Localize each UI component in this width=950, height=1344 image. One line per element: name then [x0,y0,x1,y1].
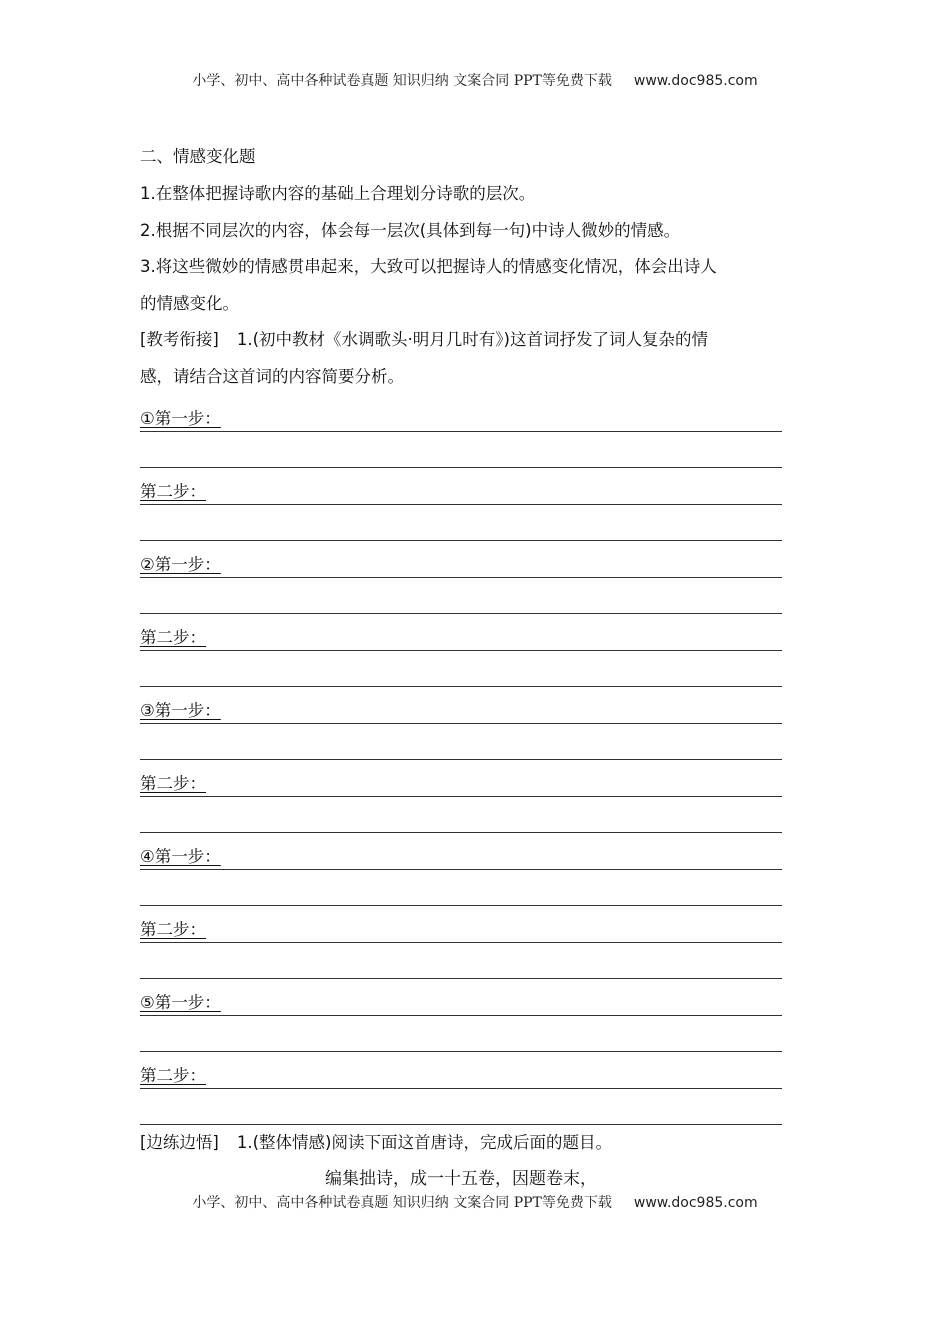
answer-label: 第二步： [140,916,206,940]
answer-label: 第二步： [140,770,206,794]
answer-label: 第二步： [140,624,206,648]
answer-2-step-2[interactable] [140,614,782,651]
answer-area [140,395,812,1125]
method-step-3: 3.将这些微妙的情感贯串起来，大致可以把握诗人的情感变化情况，体会出诗人 [140,257,717,276]
answer-4-step-1[interactable] [140,833,782,870]
page-header [0,70,950,90]
link-question-line-2: 感，请结合这首词的内容简要分析。 [140,366,404,386]
practice-text: 1.(整体情感)阅读下面这首唐诗，完成后面的题目。 [236,1133,612,1152]
answer-label: 第二步： [140,478,206,502]
answer-blank-line[interactable] [140,651,782,688]
answer-blank-line[interactable] [140,943,782,980]
header-text: 小学、初中、高中各种试卷真题 知识归纳 文案合同 PPT等免费下载 [192,73,612,89]
link-question-line-1 [140,322,812,359]
answer-label: ②第一步： [140,551,221,575]
answer-2-step-1[interactable] [140,541,782,578]
method-step-2: 2.根据不同层次的内容，体会每一层次(具体到每一句)中诗人微妙的情感。 [140,220,681,240]
answer-blank-line[interactable] [140,1089,782,1126]
answer-blank-line[interactable] [140,724,782,761]
answer-3-step-1[interactable] [140,687,782,724]
link-question-text: 1.(初中教材《水调歌头·明月几时有》)这首词抒发了词人复杂的情 [236,330,708,349]
answer-1-step-1[interactable] [140,395,782,432]
answer-label: ①第一步： [140,405,221,429]
answer-3-step-2[interactable] [140,760,782,797]
answer-5-step-1[interactable] [140,979,782,1016]
practice-tag: [边练边悟] [140,1133,219,1152]
answer-blank-line[interactable] [140,432,782,469]
main-content [140,142,812,1194]
method-step-3-cont: 的情感变化。 [140,293,239,313]
answer-5-step-2[interactable] [140,1052,782,1089]
answer-1-step-2[interactable] [140,468,782,505]
section-title: 二、情感变化题 [140,147,256,166]
answer-blank-line[interactable] [140,870,782,907]
answer-blank-line[interactable] [140,505,782,542]
practice-question [140,1125,812,1162]
answer-blank-line[interactable] [140,578,782,615]
footer-url[interactable]: www.doc985.com [633,1195,758,1211]
answer-4-step-2[interactable] [140,906,782,943]
answer-blank-line[interactable] [140,1016,782,1053]
poem-title-line: 编集拙诗，成一十五卷，因题卷末， [325,1168,597,1189]
answer-label: ③第一步： [140,697,221,721]
page-footer [0,1192,950,1212]
footer-text: 小学、初中、高中各种试卷真题 知识归纳 文案合同 PPT等免费下载 [192,1195,612,1211]
answer-label: 第二步： [140,1062,206,1086]
answer-label: ④第一步： [140,843,221,867]
method-step-1: 1.在整体把握诗歌内容的基础上合理划分诗歌的层次。 [140,184,536,203]
answer-label: ⑤第一步： [140,989,221,1013]
link-question-tag: [教考衔接] [140,330,219,349]
answer-blank-line[interactable] [140,797,782,834]
header-url[interactable]: www.doc985.com [633,73,758,89]
